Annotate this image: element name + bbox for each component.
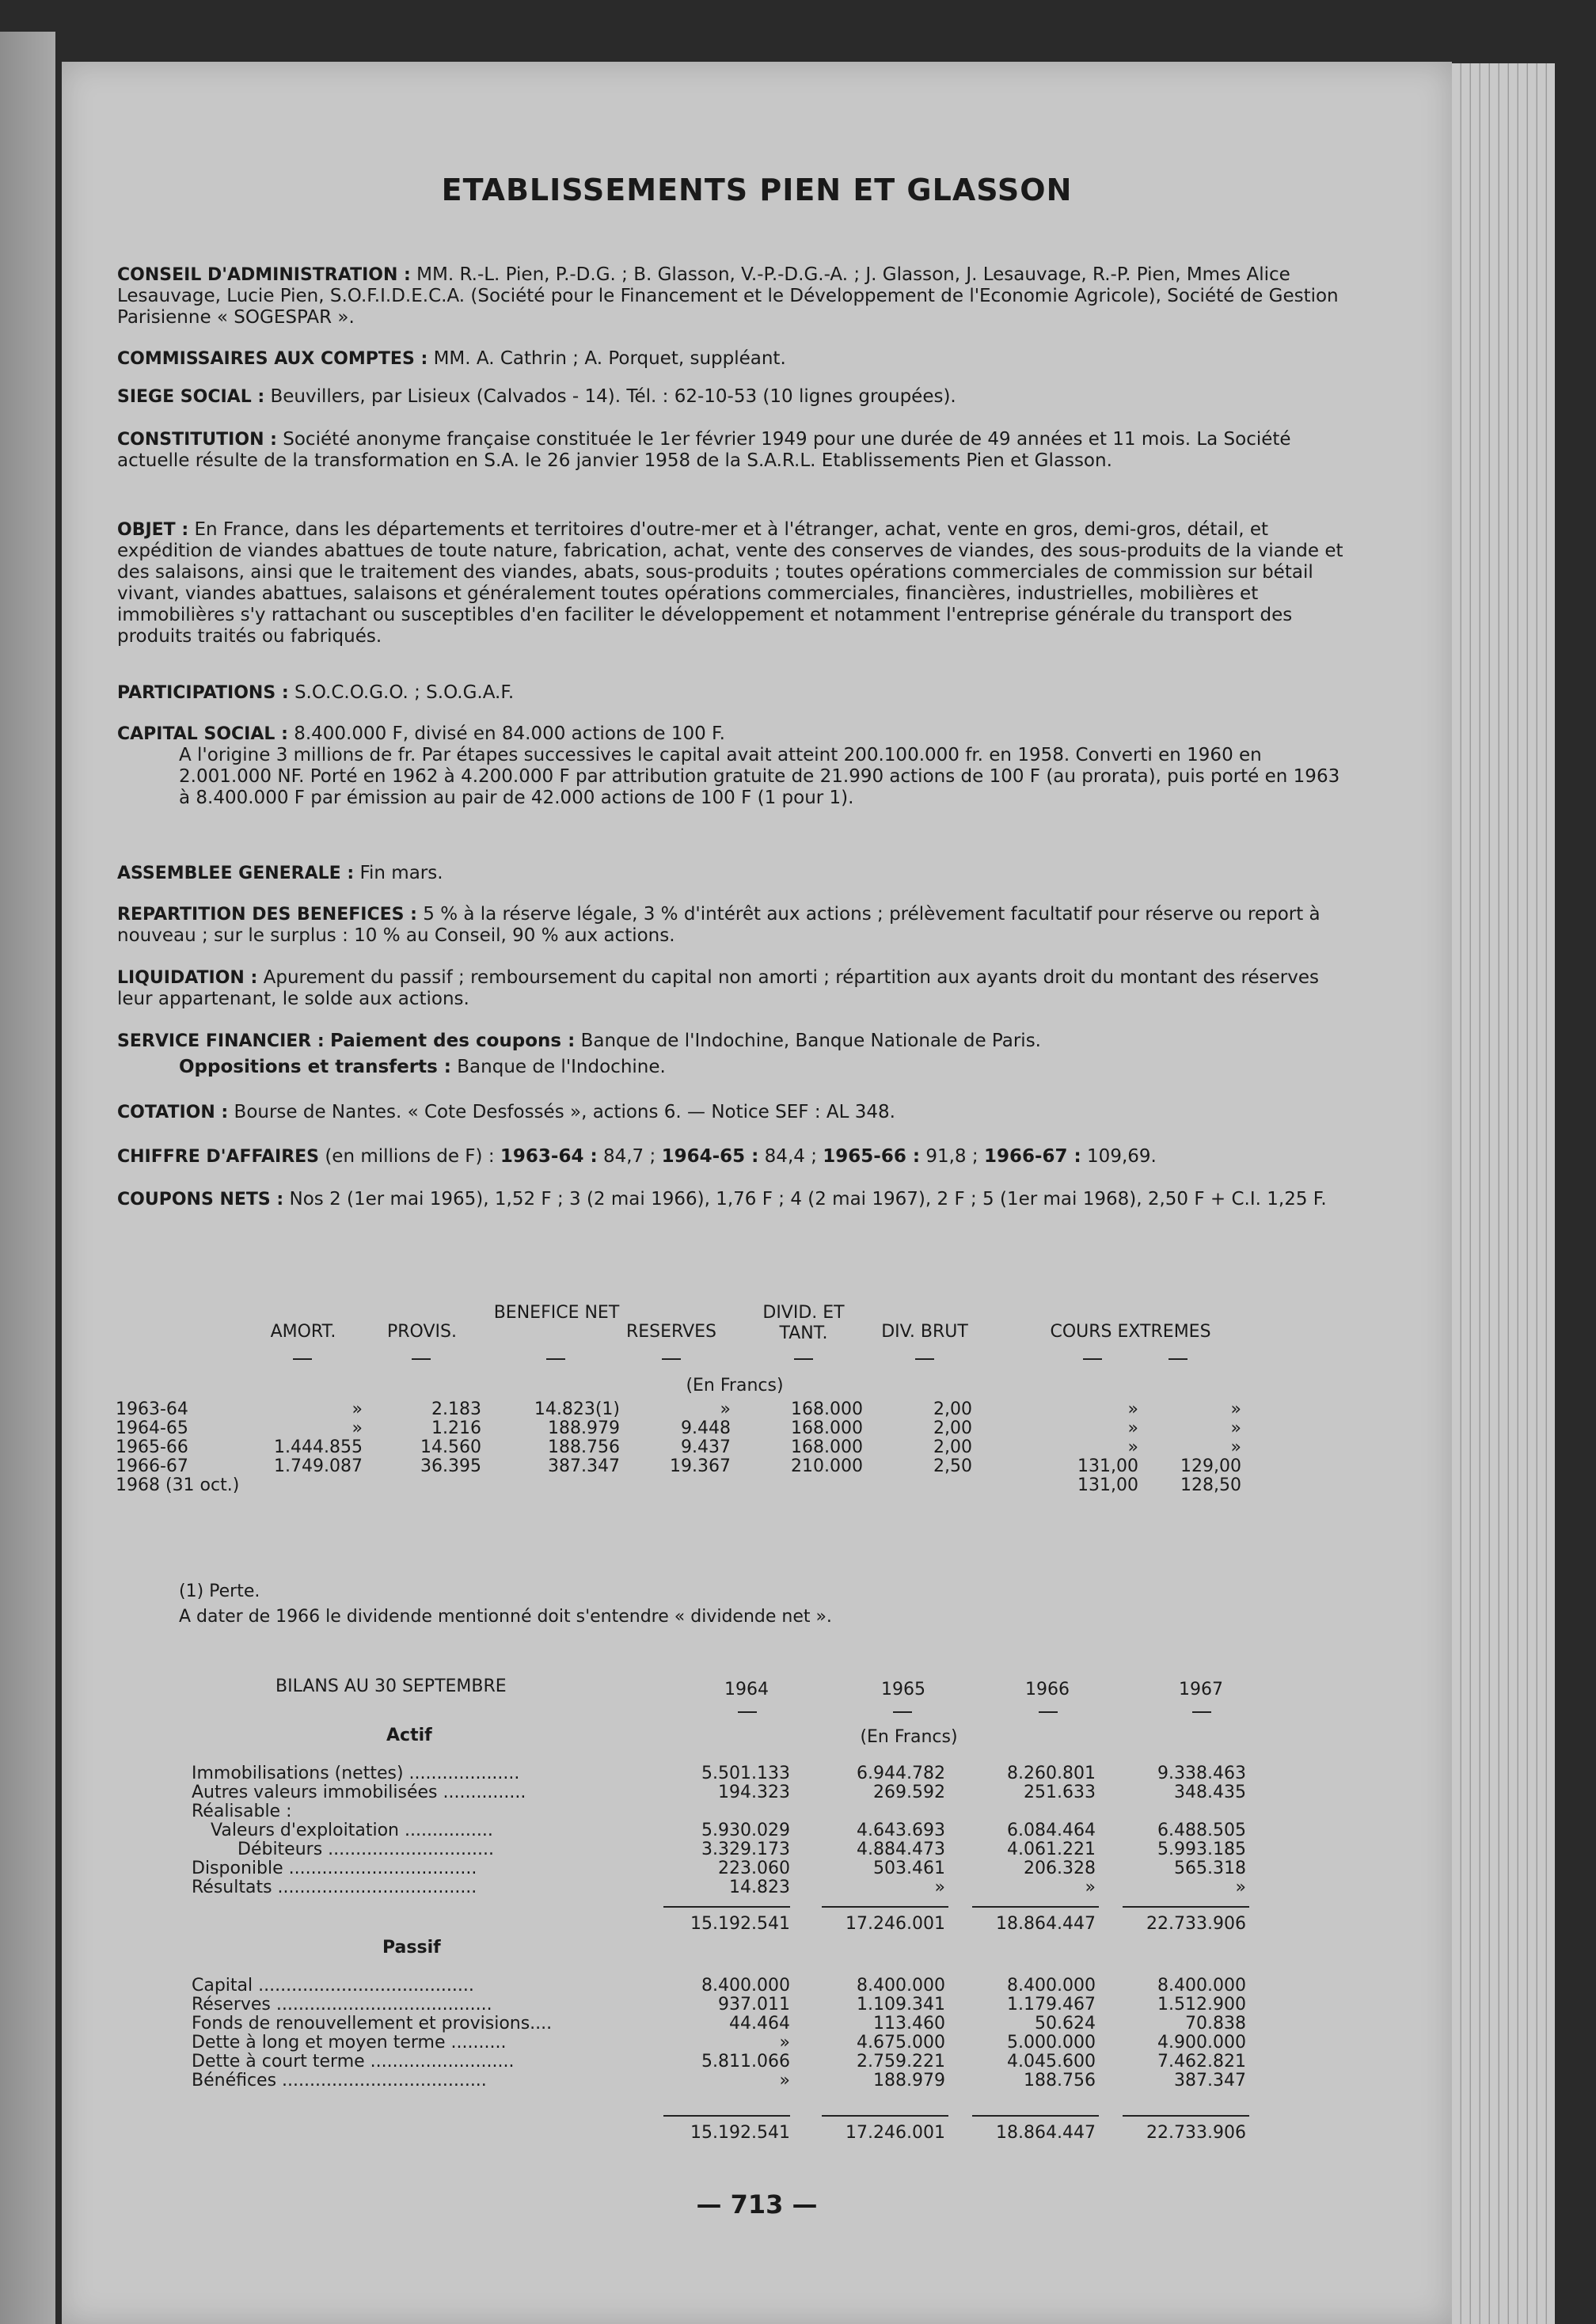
bilans-cell: 8.400.000 (857, 1976, 945, 1996)
section-text: S.O.C.O.G.O. ; S.O.G.A.F. (294, 682, 515, 703)
table-cell: 1.444.855 (274, 1437, 363, 1457)
section-text: MM. R.-L. Pien, P.-D.G. ; B. Glasson, V.-P.-D.G.-A. ; J. Glasson, J. Lesauvage, R.-P. Pien, Mmes Alice Lesauvage, Lucie Pien, S.O.F.I.D.E.C.A. (Société pour le Financement et le Développement de l'Economie Agricole), Société de Gestion Parisienne « SOGESPAR ». (117, 264, 1339, 328)
section-label: COUPONS NETS : (117, 1190, 284, 1209)
bilans-cell: 206.328 (1024, 1859, 1096, 1878)
bilans-row-label: Réserves ....................................... (192, 1995, 492, 2015)
section-conseil (117, 264, 1349, 328)
bilans-cell: 9.338.463 (1157, 1764, 1246, 1783)
row-year: 1965-66 (116, 1437, 188, 1457)
bilans-cell: 1.109.341 (857, 1995, 945, 2015)
table-cell: 2,50 (933, 1456, 972, 1476)
table-cell: 19.367 (670, 1456, 731, 1476)
section-text: MM. A. Cathrin ; A. Porquet, suppléant. (433, 348, 786, 369)
bilans-cell: 5.501.133 (701, 1764, 790, 1783)
table-cell: 131,00 (1077, 1456, 1138, 1476)
bilans-cell: 4.884.473 (857, 1840, 945, 1859)
header-benefice: BENEFICE NET (493, 1303, 620, 1323)
page-title: ETABLISSEMENTS PIEN ET GLASSON (441, 173, 1073, 207)
section-sublabel: Paiement des coupons : (330, 1031, 576, 1051)
section-text: 8.400.000 F, divisé en 84.000 actions de 100 F. (294, 723, 725, 744)
bilans-cell: 565.318 (1174, 1859, 1246, 1878)
section-assemblee (117, 863, 1349, 884)
page-number: — 713 — (696, 2189, 818, 2220)
table-cell: 168.000 (791, 1418, 863, 1438)
passif-label: Passif (382, 1938, 441, 1958)
actif-label: Actif (386, 1726, 432, 1745)
section-label: REPARTITION DES BENEFICES : (117, 905, 417, 925)
bilans-cell: 188.979 (873, 2071, 945, 2090)
section-text: En France, dans les départements et territoires d'outre-mer et à l'étranger, achat, vente en gros, demi-gros, détail, et expédition de viandes abattues de toute nature, fabrication, achat, vente des conserves de viandes, des sous-produits de la viande et des salaisons, ainsi que le traitement des viandes, abats, sous-produits ; toutes opérations commerciales de commission sur bétail vivant, viandes abattues, salaisons et généralement toutes opérations commerciales, financières, industrielles, mobilières et immobilières s'y rattachant ou susceptibles d'en faciliter le développement et notamment l'entreprise générale du transport des produits traités ou fabriqués. (117, 519, 1343, 647)
section-cotation (117, 1102, 1349, 1123)
table-cell: 9.437 (681, 1437, 731, 1457)
bilans-cell: 4.643.693 (857, 1821, 945, 1840)
bilans-cell: 5.993.185 (1157, 1840, 1246, 1859)
header-provis: PROVIS. (387, 1322, 457, 1342)
bilans-cell: 8.260.801 (1007, 1764, 1096, 1783)
row-year: 1964-65 (116, 1418, 188, 1438)
section-label: CAPITAL SOCIAL : (117, 724, 288, 744)
section-text: Société anonyme française constituée le 1er février 1949 pour une durée de 49 années et 11 mois. La Société actuelle résulte de la transformation en S.A. le 26 janvier 1958 de la S.A.R.L. Etablissements Pien et Glasson. (117, 429, 1291, 471)
table-cell: 129,00 (1180, 1456, 1241, 1476)
table-cell: 387.347 (548, 1456, 620, 1476)
table-cell: 188.979 (548, 1418, 620, 1438)
bilans-cell: 8.400.000 (1157, 1976, 1246, 1996)
table-cell: 9.448 (681, 1418, 731, 1438)
section-text: Banque de l'Indochine. (457, 1057, 666, 1077)
bilans-row-label: Immobilisations (nettes) .................... (192, 1764, 520, 1783)
section-extra: A l'origine 3 millions de fr. Par étapes successives le capital avait atteint 200.100.000 fr. en 1958. Converti en 1960 en 2.001.000 NF. Porté en 1962 à 4.200.000 F par attribution gratuite de 21.990 actions de 100 F (au prorata), puis porté en 1963 à 8.400.000 F par émission au pair de 42.000 actions de 100 F (1 pour 1). (179, 745, 1340, 808)
bilans-cell: 2.759.221 (857, 2052, 945, 2071)
bilans-cell: 194.323 (718, 1783, 790, 1802)
table-cell: 2,00 (933, 1399, 972, 1419)
bilans-row-label: Disponible .................................. (192, 1859, 477, 1878)
section-capital (117, 723, 1349, 809)
year-header: 1967 (1179, 1680, 1223, 1699)
section-text: Beuvillers, par Lisieux (Calvados - 14). Tél. : 62-10-53 (10 lignes groupées). (270, 386, 956, 407)
footnote: (1) Perte. (179, 1582, 260, 1601)
bilans-cell: 223.060 (718, 1859, 790, 1878)
bilans-total: 17.246.001 (846, 2123, 945, 2143)
section-label: LIQUIDATION : (117, 968, 258, 988)
table-unit: (En Francs) (686, 1376, 784, 1396)
bilans-cell: 6.944.782 (857, 1764, 945, 1783)
bilans-row-label: Valeurs d'exploitation ................ (211, 1821, 493, 1840)
bilans-cell: 188.756 (1024, 2071, 1096, 2090)
section-text: (en millions de F) : (325, 1146, 495, 1167)
bilans-cell: 5.930.029 (701, 1821, 790, 1840)
row-year: 1966-67 (116, 1456, 188, 1476)
section-participations (117, 682, 1349, 704)
header-amort: AMORT. (270, 1322, 336, 1342)
header-reserves: RESERVES (625, 1322, 717, 1342)
table-cell: 131,00 (1077, 1475, 1138, 1495)
bilans-total: 22.733.906 (1146, 1914, 1246, 1934)
section-label: OBJET : (117, 520, 189, 540)
bilans-cell: 503.461 (873, 1859, 945, 1878)
table-cell: 14.823(1) (534, 1399, 620, 1419)
bilans-cell: 6.488.505 (1157, 1821, 1246, 1840)
section-text: Nos 2 (1er mai 1965), 1,52 F ; 3 (2 mai 1966), 1,76 F ; 4 (2 mai 1967), 2 F ; 5 (1er mai 1968), 2,50 F + C.I. 1,25 F. (289, 1189, 1327, 1209)
table-cell: 14.560 (420, 1437, 481, 1457)
bilans-row-label: Réalisable : (192, 1802, 292, 1821)
table-cell: 210.000 (791, 1456, 863, 1476)
section-chiffre-affaires: CHIFFRE D'AFFAIRES (en millions de F) : 1963-64 : 84,7 ; 1964-65 : 84,4 ; 1965-66 : 91,8 ; 1966-67 : 109,69. (117, 1146, 1157, 1167)
bilans-row-label: Bénéfices ..................................... (192, 2071, 487, 2090)
table-cell: 168.000 (791, 1399, 863, 1419)
section-text: Apurement du passif ; remboursement du capital non amorti ; répartition aux ayants droit du montant des réserves leur appartenant, le solde aux actions. (117, 967, 1319, 1009)
bilans-cell: » (779, 2071, 790, 2090)
section-label: CHIFFRE D'AFFAIRES (117, 1147, 320, 1167)
note: A dater de 1966 le dividende mentionné doit s'entendre « dividende net ». (179, 1607, 832, 1627)
bilans-total: 15.192.541 (690, 2123, 790, 2143)
bilans-cell: 3.329.173 (701, 1840, 790, 1859)
bilans-cell: 251.633 (1024, 1783, 1096, 1802)
bilans-cell: 4.045.600 (1007, 2052, 1096, 2071)
bilans-cell: 4.900.000 (1157, 2033, 1246, 2052)
bilans-cell: 50.624 (1035, 2014, 1096, 2034)
bilans-cell: 5.000.000 (1007, 2033, 1096, 2052)
row-year: 1968 (31 oct.) (116, 1475, 240, 1495)
table-cell: 2,00 (933, 1418, 972, 1438)
bilans-cell: 937.011 (718, 1995, 790, 2015)
bilans-total: 18.864.447 (996, 2123, 1096, 2143)
section-label: ASSEMBLEE GENERALE : (117, 864, 355, 883)
table-cell: 1.216 (431, 1418, 481, 1438)
adjacent-page-edge (0, 32, 55, 2324)
bilans-row-label: Débiteurs .............................. (238, 1840, 494, 1859)
section-text: Fin mars. (359, 863, 443, 883)
section-label: PARTICIPATIONS : (117, 683, 289, 703)
year-header: 1964 (724, 1680, 769, 1699)
bilans-cell: » (1235, 1878, 1246, 1897)
section-constitution (117, 429, 1349, 472)
bilans-cell: 14.823 (729, 1878, 790, 1897)
table-cell: » (1127, 1437, 1138, 1457)
bilans-total: 17.246.001 (846, 1914, 945, 1934)
bilans-cell: 4.675.000 (857, 2033, 945, 2052)
bilans-cell: » (779, 2033, 790, 2052)
table-cell: » (1230, 1418, 1241, 1438)
bilans-cell: 387.347 (1174, 2071, 1246, 2090)
header-cours: COURS EXTREMES (1050, 1322, 1211, 1342)
bilans-cell: 44.464 (729, 2014, 790, 2034)
bilans-cell: 269.592 (873, 1783, 945, 1802)
section-sublabel: Oppositions et transferts : (179, 1057, 451, 1077)
bilans-row-label: Capital ....................................... (192, 1976, 474, 1996)
year-header: 1966 (1025, 1680, 1070, 1699)
header-div-brut: DIV. BRUT (881, 1322, 968, 1342)
section-coupons (117, 1189, 1349, 1210)
table-cell: » (352, 1418, 363, 1438)
bilans-cell: 70.838 (1185, 2014, 1246, 2034)
bilans-cell: 7.462.821 (1157, 2052, 1246, 2071)
table-cell: 128,50 (1180, 1475, 1241, 1495)
section-siege (117, 386, 1349, 408)
bilans-title: BILANS AU 30 SEPTEMBRE (276, 1677, 507, 1696)
bilans-unit: (En Francs) (860, 1727, 958, 1747)
table-cell: » (720, 1399, 731, 1419)
bilans-row-label: Dette à court terme .......................... (192, 2052, 515, 2071)
table-cell: 2,00 (933, 1437, 972, 1457)
section-commissaires (117, 348, 1349, 370)
bilans-row-label: Résultats .................................... (192, 1878, 477, 1897)
bilans-total: 18.864.447 (996, 1914, 1096, 1934)
year-header: 1965 (881, 1680, 925, 1699)
table-cell: 168.000 (791, 1437, 863, 1457)
section-label: COMMISSAIRES AUX COMPTES : (117, 349, 428, 369)
bilans-cell: 8.400.000 (1007, 1976, 1096, 1996)
section-liquidation (117, 967, 1349, 1010)
table-cell: 1.749.087 (274, 1456, 363, 1476)
bilans-cell: 5.811.066 (701, 2052, 790, 2071)
table-cell: » (1127, 1399, 1138, 1419)
bilans-total: 15.192.541 (690, 1914, 790, 1934)
bilans-cell: » (1085, 1878, 1096, 1897)
table-cell: 36.395 (420, 1456, 481, 1476)
header-divid: DIVID. ET TANT. (762, 1303, 845, 1343)
section-text: 5 % à la réserve légale, 3 % d'intérêt aux actions ; prélèvement facultatif pour réserve ou report à nouveau ; sur le surplus : 10 % au Conseil, 90 % aux actions. (117, 904, 1320, 946)
bilans-cell: 113.460 (873, 2014, 945, 2034)
section-repartition (117, 904, 1349, 947)
table-cell: » (1230, 1437, 1241, 1457)
table-cell: » (352, 1399, 363, 1419)
bilans-cell: 6.084.464 (1007, 1821, 1096, 1840)
section-label: CONSTITUTION : (117, 430, 277, 450)
section-objet (117, 519, 1349, 647)
table-cell: » (1127, 1418, 1138, 1438)
section-text: Bourse de Nantes. « Cote Desfossés », actions 6. — Notice SEF : AL 348. (234, 1102, 895, 1122)
bilans-cell: 348.435 (1174, 1783, 1246, 1802)
bilans-total: 22.733.906 (1146, 2123, 1246, 2143)
table-cell: 188.756 (548, 1437, 620, 1457)
bilans-cell: 8.400.000 (701, 1976, 790, 1996)
bilans-row-label: Dette à long et moyen terme .......... (192, 2033, 507, 2052)
row-year: 1963-64 (116, 1399, 188, 1419)
table-cell: 2.183 (431, 1399, 481, 1419)
section-text: Banque de l'Indochine, Banque Nationale de Paris. (580, 1031, 1041, 1051)
bilans-cell: » (934, 1878, 945, 1897)
bilans-cell: 1.179.467 (1007, 1995, 1096, 2015)
table-cell: » (1230, 1399, 1241, 1419)
page-edges (1452, 63, 1555, 2324)
section-label: SIEGE SOCIAL : (117, 387, 265, 407)
bilans-row-label: Fonds de renouvellement et provisions.... (192, 2014, 553, 2034)
bilans-cell: 4.061.221 (1007, 1840, 1096, 1859)
section-label: SERVICE FINANCIER : (117, 1031, 325, 1051)
book-page (62, 62, 1452, 2324)
bilans-row-label: Autres valeurs immobilisées ............... (192, 1783, 526, 1802)
section-service-financier (117, 1031, 1349, 1078)
bilans-cell: 1.512.900 (1157, 1995, 1246, 2015)
section-label: COTATION : (117, 1103, 229, 1122)
section-label: CONSEIL D'ADMINISTRATION : (117, 265, 411, 285)
